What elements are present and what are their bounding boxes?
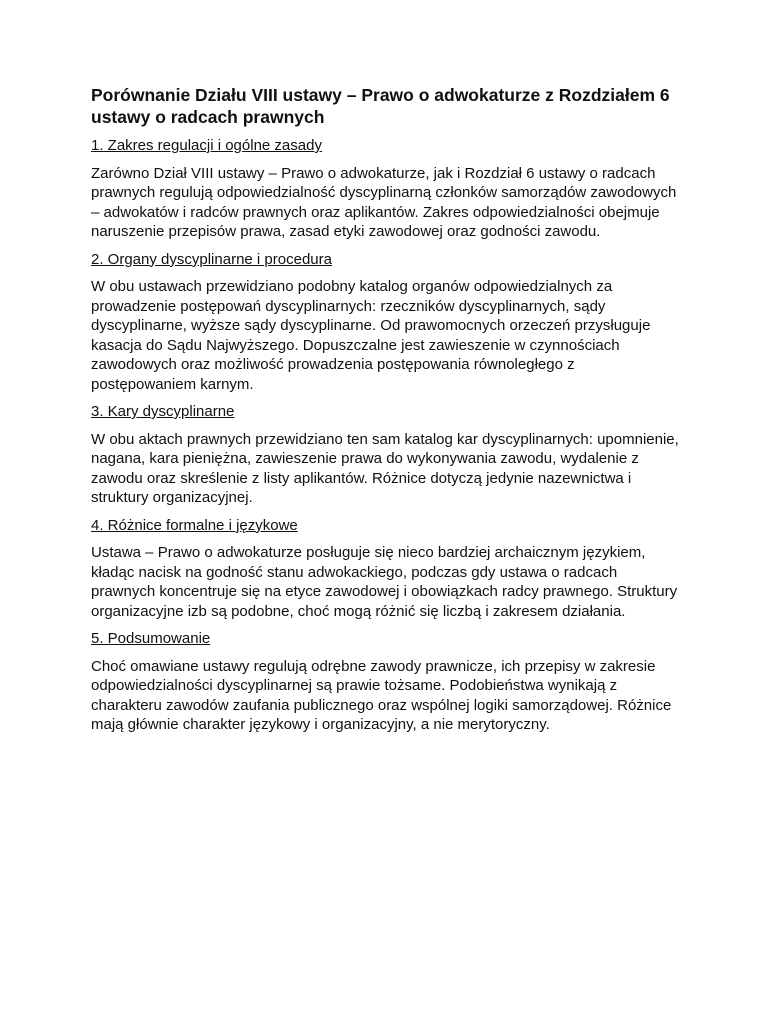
section-5 xyxy=(91,629,681,735)
section-body: W obu ustawach przewidziano podobny katalog organów odpowiedzialnych za prowadzenie postępowań dyscyplinarnych: rzeczników dyscyplinarnych, sądy dyscyplinarne, wyższe sądy dyscyplinarne. Od prawomocnych orzeczeń przysługuje kasacja do Sądu Najwyższego. Dopuszczalne jest zawieszenie w czynnościach zawodowych oraz możliwość prowadzenia postępowania równoległego z postępowaniem karnym. xyxy=(91,278,651,393)
section-4 xyxy=(91,516,681,622)
section-heading: 3. Kary dyscyplinarne xyxy=(91,403,235,420)
section-body: Zarówno Dział VIII ustawy – Prawo o adwokaturze, jak i Rozdział 6 ustawy o radcach prawnych regulują odpowiedzialność dyscyplinarną członków samorządów zawodowych – adwokatów i radców prawnych oraz aplikantów. Zakres odpowiedzialności obejmuje naruszenie przepisów prawa, zasad etyki zawodowej oraz godności zawodu. xyxy=(91,164,677,240)
section-2 xyxy=(91,250,681,395)
document-title: Porównanie Działu VIII ustawy – Prawo o adwokaturze z Rozdziałem 6 ustawy o radcach prawnych xyxy=(91,85,670,127)
section-3 xyxy=(91,402,681,508)
section-heading: 4. Różnice formalne i językowe xyxy=(91,516,298,534)
document-page xyxy=(91,84,681,743)
section-body: W obu aktach prawnych przewidziano ten sam katalog kar dyscyplinarnych: upomnienie, nagana, kara pieniężna, zawieszenie prawa do wykonywania zawodu, wydalenie z zawodu oraz skreślenie z listy aplikantów. Różnice dotyczą jedynie nazewnictwa i struktury organizacyjnej. xyxy=(91,430,679,506)
section-heading: 2. Organy dyscyplinarne i procedura xyxy=(91,250,332,268)
section-heading: 1. Zakres regulacji i ogólne zasady xyxy=(91,137,322,154)
section-heading: 5. Podsumowanie xyxy=(91,630,211,647)
section-1 xyxy=(91,136,681,242)
section-body: Ustawa – Prawo o adwokaturze posługuje się nieco bardziej archaicznym językiem, kładąc nacisk na godność stanu adwokackiego, podczas gdy ustawa o radcach prawnych koncentruje się na etyce zawodowej i obowiązkach radcy prawnego. Struktury organizacyjne izb są podobne, choć mogą różnić się liczbą i zakresem działania. xyxy=(91,544,678,620)
section-body: Choć omawiane ustawy regulują odrębne zawody prawnicze, ich przepisy w zakresie odpowiedzialności dyscyplinarnej są prawie tożsame. Podobieństwa wynikają z charakteru zawodów zaufania publicznego oraz wspólnej logiki samorządowej. Różnice mają głównie charakter językowy i organizacyjny, a nie merytoryczny. xyxy=(91,657,672,733)
